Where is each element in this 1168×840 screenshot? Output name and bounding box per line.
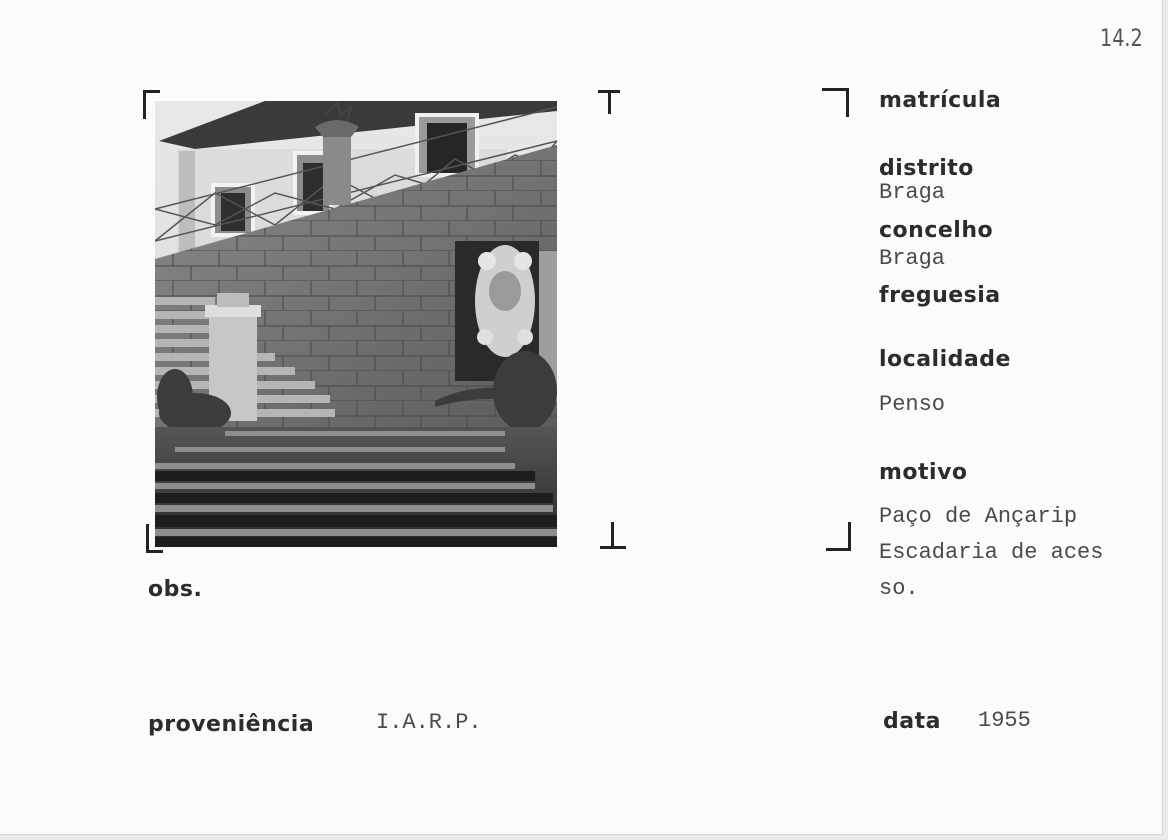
crop-mark-top-center-stem xyxy=(608,90,611,114)
motivo-value-line1: Paço de Ançarip xyxy=(879,504,1078,529)
crop-mark-bottom-center xyxy=(600,546,626,549)
motivo-value-line2: Escadaria de aces xyxy=(879,540,1104,565)
archival-photo xyxy=(155,101,557,547)
photo-stone-staircase xyxy=(155,101,557,547)
data-label: data xyxy=(883,709,941,734)
distrito-label: distrito xyxy=(879,156,974,181)
reference-number: 14.2 xyxy=(1100,24,1143,52)
distrito-value: Braga xyxy=(879,180,946,205)
crop-mark-bottom-center-stem xyxy=(611,522,614,546)
proveniencia-value: I.A.R.P. xyxy=(376,710,482,735)
concelho-value: Braga xyxy=(879,246,946,271)
freguesia-label: freguesia xyxy=(879,283,1001,308)
data-value: 1955 xyxy=(978,708,1031,733)
motivo-value-line3: so. xyxy=(879,576,919,601)
localidade-value: Penso xyxy=(879,392,946,417)
obs-label: obs. xyxy=(148,577,203,602)
concelho-label: concelho xyxy=(879,218,994,243)
localidade-label: localidade xyxy=(879,347,1011,372)
crop-mark-text-bottom xyxy=(826,522,851,551)
crop-mark-text-top xyxy=(822,88,849,117)
proveniencia-label: proveniência xyxy=(148,712,315,737)
motivo-label: motivo xyxy=(879,460,968,485)
matricula-label: matrícula xyxy=(879,88,1002,113)
